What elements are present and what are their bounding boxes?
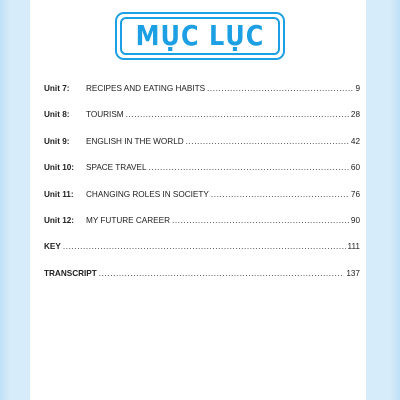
- toc-page-number: 42: [350, 136, 360, 146]
- toc-unit-number: Unit 10:: [44, 163, 75, 173]
- toc-unit-number: Unit 8:: [44, 110, 70, 120]
- toc-row-transcript[interactable]: [44, 269, 360, 295]
- toc-leader-dots: [211, 190, 349, 199]
- toc-entry-title: KEY: [44, 242, 61, 252]
- toc-page-number: 111: [347, 242, 360, 252]
- toc-unit-number: Unit 9:: [44, 136, 70, 146]
- toc-leader-dots: [207, 84, 353, 93]
- toc-row-unit-10[interactable]: [44, 163, 360, 189]
- toc-page-number: 28: [350, 110, 360, 120]
- toc-leader-dots: [186, 137, 349, 146]
- toc-row-unit-7[interactable]: [44, 84, 360, 110]
- toc-unit-number: Unit 11:: [44, 189, 74, 199]
- toc-row-unit-11[interactable]: [44, 190, 360, 216]
- title-frame-inner: [120, 17, 280, 55]
- toc-page-number: 76: [350, 189, 360, 199]
- toc-page-number: 90: [350, 215, 360, 225]
- toc-leader-dots: [172, 216, 349, 225]
- title-frame: [115, 12, 285, 60]
- toc-entry-title: TRANSCRIPT: [44, 268, 97, 278]
- toc-entry-title: TOURISM: [86, 110, 124, 120]
- toc-entry-title: MY FUTURE CAREER: [86, 215, 171, 225]
- toc-entry-title: RECIPES AND EATING HABITS: [86, 84, 206, 93]
- toc-leader-dots: [63, 242, 346, 251]
- toc-page-number: 9: [355, 84, 360, 93]
- toc-row-key[interactable]: [44, 242, 360, 268]
- table-of-contents: [44, 84, 360, 295]
- toc-leader-dots: [149, 163, 349, 172]
- toc-row-unit-12[interactable]: [44, 216, 360, 242]
- toc-unit-number: Unit 12:: [44, 215, 75, 225]
- toc-leader-dots: [99, 269, 345, 278]
- document-page: [30, 0, 366, 400]
- toc-row-unit-8[interactable]: [44, 110, 360, 136]
- toc-entry-title: ENGLISH IN THE WORLD: [86, 136, 184, 146]
- toc-unit-number: Unit 7:: [44, 84, 70, 93]
- toc-page-number: 137: [346, 268, 360, 278]
- toc-leader-dots: [126, 110, 349, 119]
- toc-entry-title: CHANGING ROLES IN SOCIETY: [86, 189, 209, 199]
- toc-entry-title: SPACE TRAVEL: [86, 163, 147, 173]
- page-title: MỤC LỤC: [135, 19, 265, 53]
- toc-page-number: 60: [350, 163, 360, 173]
- toc-row-unit-9[interactable]: [44, 137, 360, 163]
